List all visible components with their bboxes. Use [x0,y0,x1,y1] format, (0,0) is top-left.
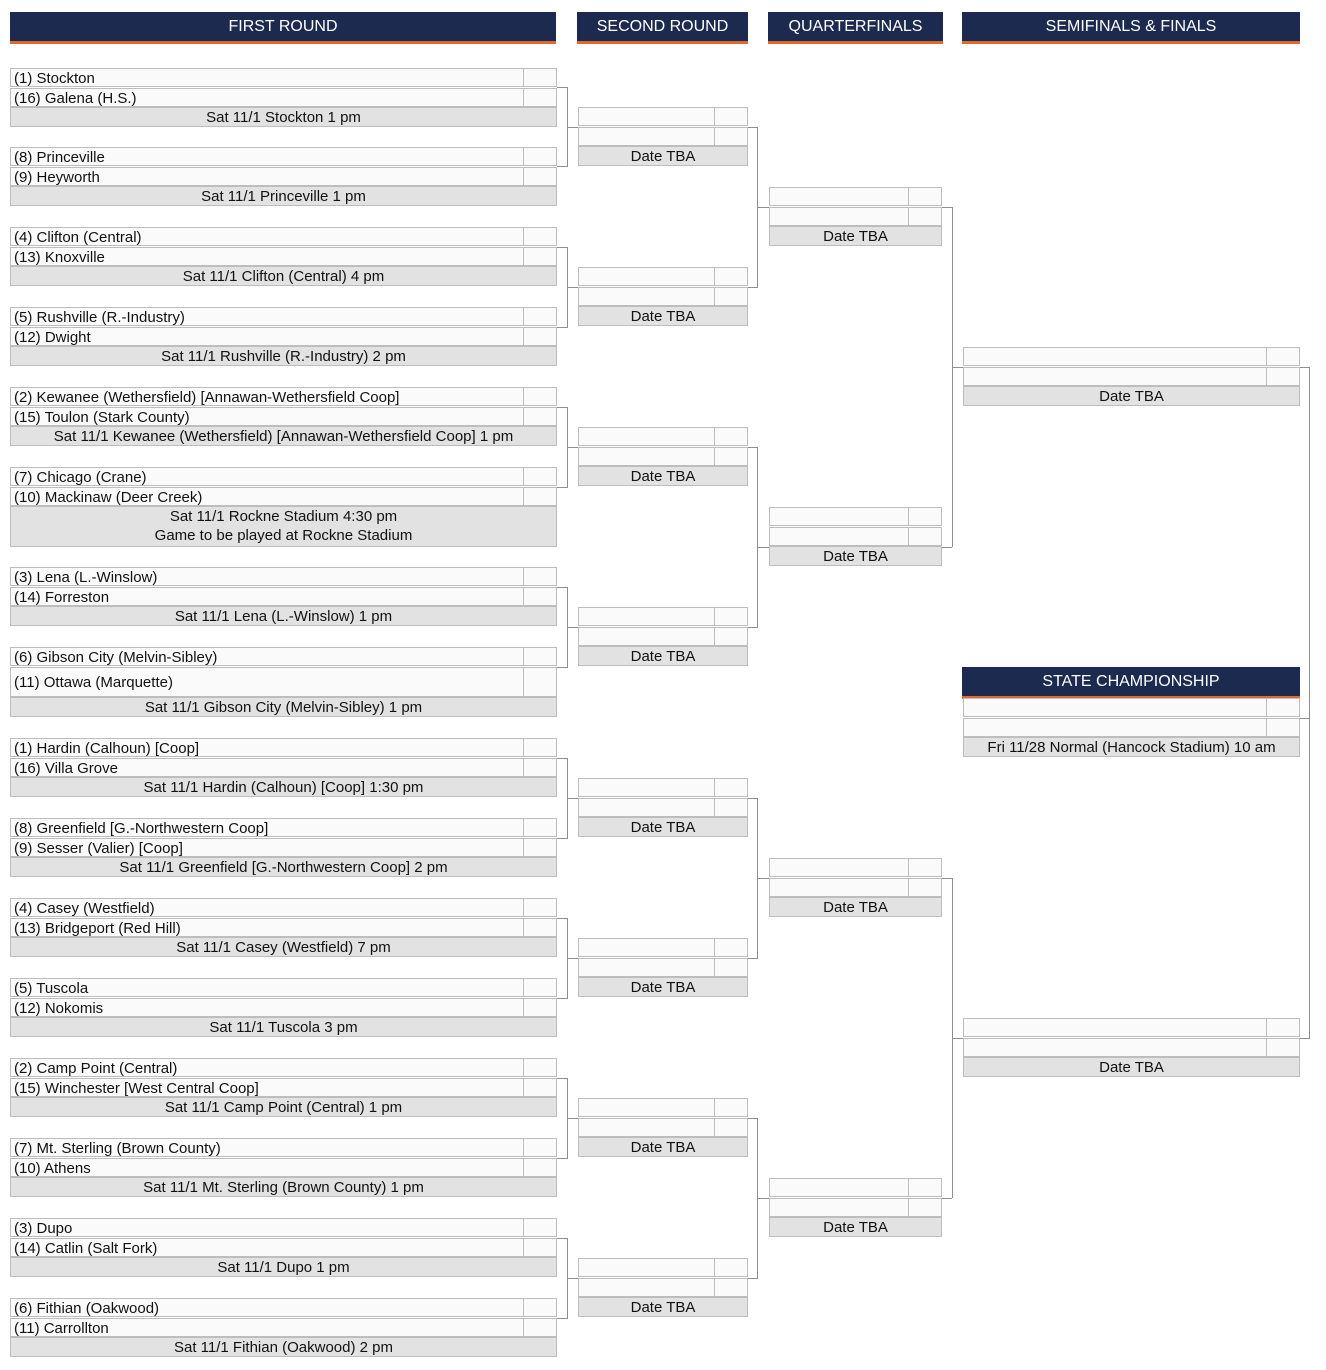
team-name: (5) Tuscola [14,980,89,997]
semifinals-finals-header: SEMIFINALS & FINALS [962,12,1300,44]
team-name: (10) Athens [14,1160,91,1177]
team-name: (3) Lena (L.-Winslow) [14,569,158,586]
bracket-connector [557,838,568,839]
bracket-connector [557,487,568,488]
score-box [714,798,747,817]
score-box [523,898,556,917]
game-info-line: Date TBA [823,228,888,245]
team-name: (2) Kewanee (Wethersfield) [Annawan-Wethersfield Coop] [14,389,400,406]
team-slot[interactable] [578,127,748,146]
bracket-connector [557,1158,568,1159]
score-box [523,587,556,606]
team-name: (10) Mackinaw (Deer Creek) [14,489,203,506]
team-slot[interactable] [769,858,942,877]
score-box [523,88,556,107]
team-slot[interactable] [769,507,942,526]
team-name: (2) Camp Point (Central) [14,1060,178,1077]
team-slot[interactable] [769,878,942,897]
team-name: (15) Toulon (Stark County) [14,409,190,426]
bracket-connector [567,958,578,959]
score-box [714,958,747,977]
game-info-line: Date TBA [823,1219,888,1236]
score-box [714,607,747,626]
bracket-connector [757,447,758,627]
team-name: (1) Stockton [14,70,95,87]
team-slot[interactable] [10,978,557,997]
team-slot[interactable] [578,447,748,466]
team-name: (4) Casey (Westfield) [14,900,155,917]
game-info [578,466,748,486]
game-info-line: Date TBA [823,548,888,565]
team-slot[interactable] [10,918,557,937]
game-info [963,386,1300,406]
game-info [578,146,748,166]
team-slot[interactable] [10,838,557,857]
game-info [10,1257,557,1277]
team-name: (9) Heyworth [14,169,100,186]
second-round-header: SECOND ROUND [577,12,748,44]
game-info [10,506,557,547]
score-box [714,1098,747,1117]
score-box [523,407,556,426]
game-info [963,737,1300,757]
game-info-line: Sat 11/1 Lena (L.-Winslow) 1 pm [174,608,393,625]
score-box [523,1158,556,1177]
team-name: (11) Carrollton [14,1320,109,1337]
game-info [769,897,942,917]
team-slot[interactable] [10,758,557,777]
bracket-connector [942,878,952,879]
team-slot[interactable] [10,1158,557,1177]
team-name: (15) Winchester [West Central Coop] [14,1080,259,1097]
game-info [10,697,557,717]
bracket-connector [748,627,758,628]
team-slot[interactable] [10,68,557,87]
team-slot[interactable] [578,798,748,817]
team-slot[interactable] [10,1058,557,1077]
team-slot[interactable] [578,627,748,646]
bracket-connector [748,287,758,288]
game-info [578,1297,748,1317]
team-slot[interactable] [578,958,748,977]
score-box [714,1258,747,1277]
bracket-connector [942,547,952,548]
game-info-line: Sat 11/1 Fithian (Oakwood) 2 pm [174,1339,393,1356]
score-box [714,427,747,446]
score-box [1266,718,1299,737]
game-info [10,777,557,797]
score-box [523,567,556,586]
score-box [523,307,556,326]
score-box [908,187,941,206]
team-name: (16) Galena (H.S.) [14,90,137,107]
game-info-line: Date TBA [630,1299,696,1316]
team-slot[interactable] [10,487,557,506]
score-box [714,627,747,646]
game-info-line: Sat 11/1 Mt. Sterling (Brown County) 1 pm [143,1179,424,1196]
score-box [1266,698,1299,717]
bracket-connector [1300,718,1310,719]
team-slot[interactable] [578,1278,748,1297]
score-box [523,758,556,777]
team-name: (14) Catlin (Salt Fork) [14,1240,158,1257]
team-slot[interactable] [578,267,748,286]
team-slot[interactable] [10,998,557,1017]
game-info-line: Fri 11/28 Normal (Hancock Stadium) 10 am [987,739,1276,756]
score-box [523,738,556,757]
bracket-connector [567,1118,578,1119]
team-slot[interactable] [10,1238,557,1257]
game-info-line: Date TBA [630,308,696,325]
game-info [10,426,557,446]
team-slot[interactable] [10,88,557,107]
team-slot[interactable] [10,667,557,697]
bracket-connector [557,327,568,328]
team-slot[interactable] [578,607,748,626]
game-info [10,346,557,366]
state-championship-header: STATE CHAMPIONSHIP [962,667,1300,699]
game-info-line: Sat 11/1 Dupo 1 pm [217,1259,350,1276]
score-box [908,207,941,226]
game-info [769,1217,942,1237]
game-info-line: Date TBA [630,1139,696,1156]
score-box [523,1218,556,1237]
team-slot[interactable] [578,1098,748,1117]
bracket-connector [757,207,769,208]
game-info-line: Sat 11/1 Princeville 1 pm [201,188,366,205]
team-slot[interactable] [10,898,557,917]
bracket-connector [757,1198,769,1199]
score-box [908,527,941,546]
team-name: (6) Gibson City (Melvin-Sibley) [14,649,218,666]
score-box [523,1318,556,1337]
bracket-connector [567,447,578,448]
team-slot[interactable] [10,1318,557,1337]
bracket-connector [757,547,769,548]
team-name: (14) Forreston [14,589,110,606]
team-name: (12) Dwight [14,329,91,346]
game-info [10,266,557,286]
team-slot[interactable] [578,427,748,446]
game-info-line: Sat 11/1 Casey (Westfield) 7 pm [176,939,391,956]
score-box [523,147,556,166]
team-slot[interactable] [963,1018,1300,1037]
bracket-connector [557,998,568,999]
team-slot[interactable] [578,938,748,957]
game-info [10,186,557,206]
game-info-line: Date TBA [1099,1059,1164,1076]
score-box [523,227,556,246]
team-slot[interactable] [963,1038,1300,1057]
game-info-line: Sat 11/1 Hardin (Calhoun) [Coop] 1:30 pm [143,779,424,796]
game-info-line: Sat 11/1 Clifton (Central) 4 pm [182,268,385,285]
team-slot[interactable] [578,1118,748,1137]
bracket-connector [942,207,952,208]
score-box [523,327,556,346]
score-box [908,1198,941,1217]
team-slot[interactable] [10,738,557,757]
team-slot[interactable] [10,227,557,246]
score-box [714,447,747,466]
bracket-connector [942,1198,952,1199]
score-box [714,287,747,306]
team-slot[interactable] [10,327,557,346]
game-info [10,1097,557,1117]
bracket-connector [952,1038,963,1039]
game-info [10,606,557,626]
team-slot[interactable] [10,1218,557,1237]
score-box [714,1118,747,1137]
bracket-connector [557,667,568,668]
team-name: (3) Dupo [14,1220,73,1237]
score-box [1266,367,1299,386]
team-slot[interactable] [10,1138,557,1157]
game-info [10,107,557,127]
bracket-connector [1309,367,1310,1039]
team-slot[interactable] [10,307,557,326]
bracket-connector [567,287,578,288]
score-box [714,267,747,286]
team-slot[interactable] [963,698,1300,717]
game-info-line: Date TBA [1099,388,1164,405]
game-info [963,1057,1300,1077]
score-box [714,107,747,126]
team-name: (12) Nokomis [14,1000,104,1017]
team-name: (9) Sesser (Valier) [Coop] [14,840,183,857]
game-info-line: Date TBA [630,148,696,165]
quarterfinals-header: QUARTERFINALS [768,12,943,44]
bracket-connector [557,1318,568,1319]
game-info-line: Sat 11/1 Rushville (R.-Industry) 2 pm [161,348,406,365]
team-name: (13) Bridgeport (Red Hill) [14,920,181,937]
score-box [714,938,747,957]
score-box [908,858,941,877]
score-box [523,918,556,937]
game-info [578,306,748,326]
team-slot[interactable] [10,647,557,666]
score-box [523,68,556,87]
team-slot[interactable] [963,718,1300,737]
bracket-connector [952,207,953,547]
score-box [523,818,556,837]
score-box [908,878,941,897]
team-slot[interactable] [10,818,557,837]
score-box [523,978,556,997]
score-box [714,778,747,797]
team-slot[interactable] [769,187,942,206]
team-slot[interactable] [578,1258,748,1277]
team-name: (8) Princeville [14,149,105,166]
game-info-line: Game to be played at Rockne Stadium [154,527,413,544]
score-box [908,1178,941,1197]
team-name: (7) Mt. Sterling (Brown County) [14,1140,221,1157]
score-box [523,487,556,506]
score-box [523,647,556,666]
team-slot[interactable] [10,247,557,266]
score-box [523,387,556,406]
team-slot[interactable] [10,587,557,606]
bracket-connector [567,798,578,799]
game-info [578,817,748,837]
game-info-line: Sat 11/1 Greenfield [G.-Northwestern Coop] 2 pm [119,859,448,876]
team-slot[interactable] [963,367,1300,386]
team-slot[interactable] [10,167,557,186]
game-info [10,1177,557,1197]
team-name: (13) Knoxville [14,249,105,266]
team-slot[interactable] [10,387,557,406]
team-slot[interactable] [578,107,748,126]
score-box [714,1278,747,1297]
game-info-line: Date TBA [630,819,696,836]
bracket-connector [748,958,758,959]
team-name: (8) Greenfield [G.-Northwestern Coop] [14,820,269,837]
game-info-line: Date TBA [630,648,696,665]
bracket-connector [557,166,568,167]
score-box [523,998,556,1017]
team-slot[interactable] [963,347,1300,366]
team-name: (16) Villa Grove [14,760,118,777]
team-name: (11) Ottawa (Marquette) [14,674,173,691]
team-name: (6) Fithian (Oakwood) [14,1300,160,1317]
game-info-line: Sat 11/1 Kewanee (Wethersfield) [Annawan-Wethersfield Coop] 1 pm [53,428,514,445]
score-box [1266,1018,1299,1037]
game-info [10,937,557,957]
game-info [578,977,748,997]
team-slot[interactable] [578,778,748,797]
team-slot[interactable] [10,1298,557,1317]
game-info [769,226,942,246]
game-info-line: Sat 11/1 Rockne Stadium 4:30 pm [169,508,398,525]
score-box [523,1298,556,1317]
team-slot[interactable] [10,407,557,426]
team-name: (4) Clifton (Central) [14,229,142,246]
score-box [523,1078,556,1097]
score-box [523,838,556,857]
team-slot[interactable] [769,527,942,546]
game-info [769,546,942,566]
team-slot[interactable] [10,467,557,486]
team-slot[interactable] [769,1178,942,1197]
score-box [1266,1038,1299,1057]
game-info-line: Date TBA [823,899,888,916]
game-info [578,646,748,666]
team-name: (1) Hardin (Calhoun) [Coop] [14,740,200,757]
bracket-connector [757,878,769,879]
game-info-line: Sat 11/1 Camp Point (Central) 1 pm [164,1099,403,1116]
score-box [714,127,747,146]
team-slot[interactable] [578,287,748,306]
game-info [578,1137,748,1157]
game-info-line: Sat 11/1 Tuscola 3 pm [209,1019,358,1036]
team-slot[interactable] [769,1198,942,1217]
score-box [523,1138,556,1157]
game-info [10,1337,557,1357]
score-box [523,467,556,486]
team-slot[interactable] [10,147,557,166]
bracket-connector [567,627,578,628]
team-name: (7) Chicago (Crane) [14,469,147,486]
team-name: (5) Rushville (R.-Industry) [14,309,185,326]
game-info-line: Sat 11/1 Gibson City (Melvin-Sibley) 1 pm [144,699,423,716]
score-box [523,167,556,186]
score-box [523,667,556,697]
team-slot[interactable] [10,1078,557,1097]
first-round-header: FIRST ROUND [10,12,556,44]
game-info-line: Date TBA [630,468,696,485]
score-box [523,1238,556,1257]
bracket-connector [748,1278,758,1279]
game-info-line: Sat 11/1 Stockton 1 pm [206,109,361,126]
score-box [908,507,941,526]
team-slot[interactable] [769,207,942,226]
bracket-connector [952,367,963,368]
game-info [10,857,557,877]
game-info [10,1017,557,1037]
score-box [523,247,556,266]
score-box [523,1058,556,1077]
team-slot[interactable] [10,567,557,586]
bracket-connector [567,127,578,128]
score-box [1266,347,1299,366]
game-info-line: Date TBA [630,979,696,996]
bracket-connector [567,1278,578,1279]
